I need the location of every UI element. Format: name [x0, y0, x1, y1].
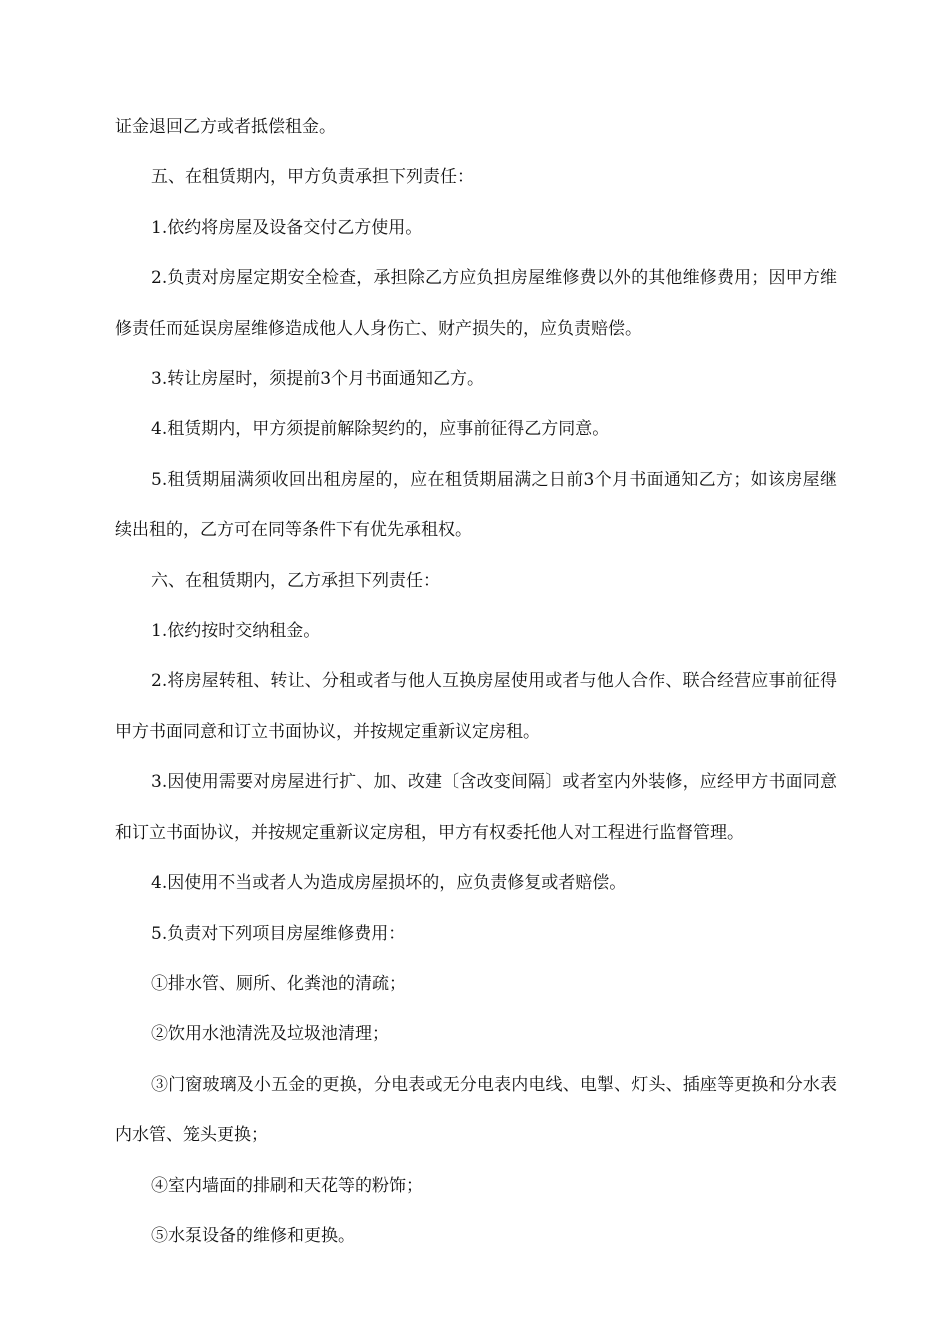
clause-5-1: 1.依约将房屋及设备交付乙方使用。: [151, 217, 423, 238]
section-heading-6: 六、在租赁期内，乙方承担下列责任：: [151, 570, 440, 591]
section-heading-5: 五、在租赁期内，甲方负责承担下列责任：: [151, 167, 474, 188]
clause-5-4: 4.租赁期内，甲方须提前解除契约的，应事前征得乙方同意。: [151, 419, 610, 440]
clause-6-5: 5.负责对下列项目房屋维修费用：: [151, 923, 406, 944]
list-item-2: ②饮用水池清洗及垃圾池清理；: [151, 1024, 389, 1045]
document-body: [115, 102, 837, 1261]
list-item-4: ④室内墙面的排刷和天花等的粉饰；: [151, 1175, 423, 1196]
list-item-3: ③门窗玻璃及小五金的更换，分电表或无分电表内电线、电掣、灯头、插座等更换和分水表内水管、笼头更换；: [115, 1074, 837, 1146]
list-item-5: ⑤水泵设备的维修和更换。: [151, 1225, 355, 1246]
clause-5-2: 2.负责对房屋定期安全检查，承担除乙方应负担房屋维修费以外的其他维修费用；因甲方维修责任而延误房屋维修造成他人人身伤亡、财产损失的，应负责赔偿。: [115, 268, 837, 339]
clause-6-1: 1.依约按时交纳租金。: [151, 621, 321, 642]
list-item-1: ①排水管、厕所、化粪池的清疏；: [151, 973, 406, 994]
clause-6-3: 3.因使用需要对房屋进行扩、加、改建〔含改变间隔〕或者室内外装修，应经甲方书面同意和订立书面协议，并按规定重新议定房租，甲方有权委托他人对工程进行监督管理。: [115, 772, 837, 843]
paragraph-continuation: 证金退回乙方或者抵偿租金。: [115, 117, 336, 137]
clause-6-4: 4.因使用不当或者人为造成房屋损坏的，应负责修复或者赔偿。: [151, 873, 627, 894]
clause-5-5: 5.租赁期届满须收回出租房屋的，应在租赁期届满之日前3个月书面通知乙方；如该房屋继续出租的，乙方可在同等条件下有优先承租权。: [115, 469, 837, 541]
clause-6-2: 2.将房屋转租、转让、分租或者与他人互换房屋使用或者与他人合作、联合经营应事前征得甲方书面同意和订立书面协议，并按规定重新议定房租。: [115, 671, 837, 742]
clause-5-3: 3.转让房屋时，须提前3个月书面通知乙方。: [151, 369, 485, 390]
